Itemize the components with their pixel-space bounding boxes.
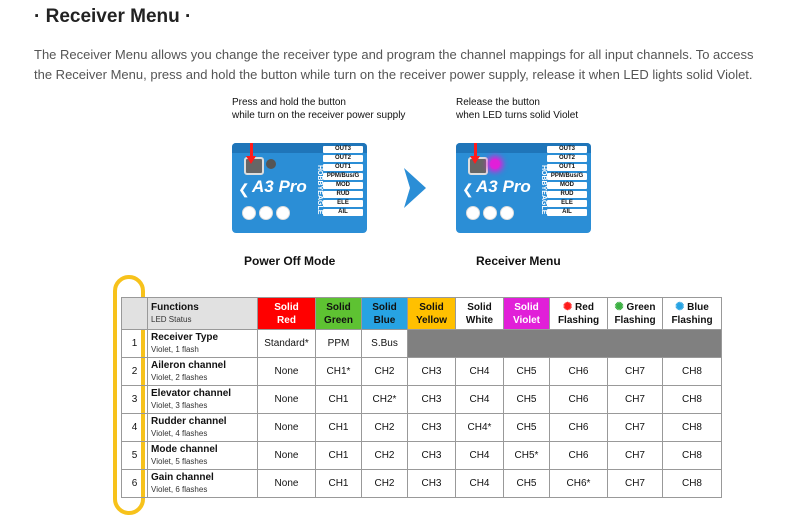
option-cell: CH3 <box>408 386 456 414</box>
function-cell <box>148 442 258 470</box>
option-cell: CH6 <box>550 386 608 414</box>
header-line1-text: Red <box>575 301 594 313</box>
board-port-label: OUT3 <box>323 146 363 153</box>
board-port-label: AIL <box>323 209 363 216</box>
board-port-label: OUT2 <box>547 155 587 162</box>
header-line2: Violet <box>512 314 541 326</box>
row-number: 2 <box>122 358 148 386</box>
option-cell: None <box>258 386 316 414</box>
option-cell: CH6 <box>550 442 608 470</box>
power-off-mode-label: Power Off Mode <box>244 254 336 268</box>
option-cell: CH1 <box>316 470 362 498</box>
header-num-cell <box>122 298 148 330</box>
option-cell: Standard* <box>258 330 316 358</box>
option-cell: CH2 <box>362 470 408 498</box>
red-arrow-icon <box>474 143 477 157</box>
header-line2: Yellow <box>415 314 448 326</box>
flash-star-icon: ✺ <box>675 300 685 313</box>
header-line1 <box>504 301 549 314</box>
table-row <box>122 386 722 414</box>
board-ports <box>547 146 587 218</box>
header-line1-text: Blue <box>687 301 709 313</box>
board-port-label: ELE <box>547 200 587 207</box>
header-line1-text: Solid <box>467 301 492 313</box>
receiver-board-image-left <box>232 143 367 233</box>
option-cell: CH8 <box>663 358 722 386</box>
option-cell: CH4 <box>456 358 504 386</box>
row-number: 6 <box>122 470 148 498</box>
left-caption-line1: Press and hold the button <box>232 97 346 108</box>
header-line1 <box>258 301 315 314</box>
header-line1 <box>663 301 721 314</box>
led-indicator <box>266 159 276 169</box>
chevron-right-icon <box>402 166 428 210</box>
header-line2: White <box>465 314 494 326</box>
table-row <box>122 358 722 386</box>
function-cell <box>148 386 258 414</box>
header-line1 <box>408 301 455 314</box>
board-port-label: AIL <box>547 209 587 216</box>
board-port-label: OUT1 <box>547 164 587 171</box>
function-led-status: Violet, 4 flashes <box>151 429 208 438</box>
intro-paragraph: The Receiver Menu allows you change the receiver type and program the channel mappings for all input channels. To access the Receiver Menu, press and hold the button while turn on the receiver power supply, release it when LED lights solid Violet. <box>34 47 754 82</box>
header-line1-text: Solid <box>326 301 351 313</box>
function-name: Receiver Type <box>151 332 219 343</box>
board-port-label: ELE <box>323 200 363 207</box>
led-status-heading: LED Status <box>151 315 192 324</box>
table-header-row <box>122 298 722 330</box>
row-number: 4 <box>122 414 148 442</box>
left-caption-line2: while turn on the receiver power supply <box>232 110 406 121</box>
function-led-status: Violet, 5 flashes <box>151 457 208 466</box>
option-cell: CH8 <box>663 386 722 414</box>
flash-star-icon: ✺ <box>614 300 624 313</box>
function-led-status: Violet, 6 flashes <box>151 485 208 494</box>
table-row <box>122 330 722 358</box>
header-led-solid-violet <box>504 298 550 330</box>
option-cell: CH4 <box>456 442 504 470</box>
header-line2: Flashing <box>557 314 600 326</box>
header-led-red-flashing <box>550 298 608 330</box>
function-name: Rudder channel <box>151 416 227 427</box>
option-cell: CH5 <box>504 358 550 386</box>
option-cell: CH3 <box>408 442 456 470</box>
header-line1 <box>362 301 407 314</box>
option-cell: CH1 <box>316 442 362 470</box>
header-line1 <box>316 301 361 314</box>
row-number: 1 <box>122 330 148 358</box>
trim-dial <box>466 206 480 220</box>
option-cell: CH7 <box>608 358 663 386</box>
row-number: 3 <box>122 386 148 414</box>
board-side-text: HOBBYEAGLE <box>316 165 323 215</box>
option-cell: CH7 <box>608 442 663 470</box>
option-cell: CH5 <box>504 470 550 498</box>
header-functions-cell <box>148 298 258 330</box>
header-line1-text: Solid <box>514 301 539 313</box>
option-cell: CH8 <box>663 442 722 470</box>
option-cell: CH2 <box>362 414 408 442</box>
header-led-solid-white <box>456 298 504 330</box>
led-indicator <box>490 159 500 169</box>
option-cell: None <box>258 358 316 386</box>
option-cell: None <box>258 470 316 498</box>
option-cell: CH4* <box>456 414 504 442</box>
header-led-solid-red <box>258 298 316 330</box>
chevron-left-icon: ❮ <box>462 181 474 197</box>
header-line1-text: Solid <box>419 301 444 313</box>
header-line1 <box>550 301 607 314</box>
function-name: Mode channel <box>151 444 218 455</box>
function-led-status: Violet, 1 flash <box>151 345 199 354</box>
option-cell: CH6 <box>550 414 608 442</box>
header-led-green-flashing <box>608 298 663 330</box>
table-row <box>122 414 722 442</box>
board-port-label: OUT1 <box>323 164 363 171</box>
option-cell: CH5* <box>504 442 550 470</box>
receiver-menu-mode-label: Receiver Menu <box>476 254 561 268</box>
board-port-label: PPM/Bus/G <box>323 173 363 180</box>
receiver-menu-table <box>121 297 722 498</box>
option-cell: CH1 <box>316 386 362 414</box>
option-cell: CH8 <box>663 470 722 498</box>
option-cell: PPM <box>316 330 362 358</box>
option-cell: None <box>258 442 316 470</box>
header-line1-text: Solid <box>372 301 397 313</box>
unavailable-cell <box>408 330 722 358</box>
option-cell: CH2* <box>362 386 408 414</box>
page-title: · Receiver Menu · <box>34 6 192 27</box>
option-cell: CH8 <box>663 414 722 442</box>
board-brand: A3 Pro <box>252 177 307 196</box>
header-led-blue-flashing <box>663 298 722 330</box>
option-cell: CH7 <box>608 386 663 414</box>
option-cell: CH3 <box>408 414 456 442</box>
function-led-status: Violet, 2 flashes <box>151 373 208 382</box>
board-dials <box>466 206 517 225</box>
board-dials <box>242 206 293 225</box>
row-number: 5 <box>122 442 148 470</box>
receiver-board-image-right <box>456 143 591 233</box>
function-cell <box>148 330 258 358</box>
function-name: Elevator channel <box>151 388 232 399</box>
option-cell: CH2 <box>362 442 408 470</box>
left-caption <box>232 96 405 122</box>
option-cell: None <box>258 414 316 442</box>
table-row <box>122 470 722 498</box>
board-port-label: MOD <box>323 182 363 189</box>
table-body <box>122 330 722 498</box>
option-cell: CH6 <box>550 358 608 386</box>
trim-dial <box>483 206 497 220</box>
function-cell <box>148 358 258 386</box>
option-cell: CH3 <box>408 358 456 386</box>
header-line2: Blue <box>373 314 396 326</box>
board-port-label: OUT2 <box>323 155 363 162</box>
table-row <box>122 442 722 470</box>
header-line1 <box>608 301 662 314</box>
header-line2: Flashing <box>671 314 713 326</box>
header-line1 <box>456 301 503 314</box>
option-cell: CH2 <box>362 358 408 386</box>
trim-dial <box>276 206 290 220</box>
header-line2: Red <box>277 314 296 326</box>
board-side-text: HOBBYEAGLE <box>540 165 547 215</box>
trim-dial <box>500 206 514 220</box>
function-name: Gain channel <box>151 472 214 483</box>
option-cell: CH1 <box>316 414 362 442</box>
board-ports <box>323 146 363 218</box>
chevron-left-icon: ❮ <box>238 181 250 197</box>
board-port-label: MOD <box>547 182 587 189</box>
option-cell: CH4 <box>456 470 504 498</box>
option-cell: CH7 <box>608 470 663 498</box>
trim-dial <box>259 206 273 220</box>
board-brand: A3 Pro <box>476 177 531 196</box>
functions-heading: Functions <box>151 302 199 313</box>
board-port-label: RUD <box>323 191 363 198</box>
header-led-solid-blue <box>362 298 408 330</box>
right-caption-line2: when LED turns solid Violet <box>456 110 579 121</box>
function-cell <box>148 414 258 442</box>
option-cell: CH1* <box>316 358 362 386</box>
option-cell: CH7 <box>608 414 663 442</box>
option-cell: CH6* <box>550 470 608 498</box>
header-line1-text: Green <box>626 301 656 313</box>
option-cell: CH5 <box>504 414 550 442</box>
board-port-label: RUD <box>547 191 587 198</box>
function-led-status: Violet, 3 flashes <box>151 401 208 410</box>
option-cell: S.Bus <box>362 330 408 358</box>
flash-star-icon: ✺ <box>563 300 573 313</box>
board-port-label: OUT3 <box>547 146 587 153</box>
red-arrow-icon <box>250 143 253 157</box>
header-line2: Flashing <box>614 314 656 326</box>
right-caption-line1: Release the button <box>456 97 540 108</box>
option-cell: CH5 <box>504 386 550 414</box>
header-led-solid-yellow <box>408 298 456 330</box>
option-cell: CH3 <box>408 470 456 498</box>
trim-dial <box>242 206 256 220</box>
header-line2: Green <box>324 314 353 326</box>
option-cell: CH4 <box>456 386 504 414</box>
function-cell <box>148 470 258 498</box>
header-led-solid-green <box>316 298 362 330</box>
right-caption <box>456 96 578 122</box>
header-line1-text: Solid <box>274 301 299 313</box>
function-name: Aileron channel <box>151 360 227 371</box>
board-port-label: PPM/Bus/G <box>547 173 587 180</box>
